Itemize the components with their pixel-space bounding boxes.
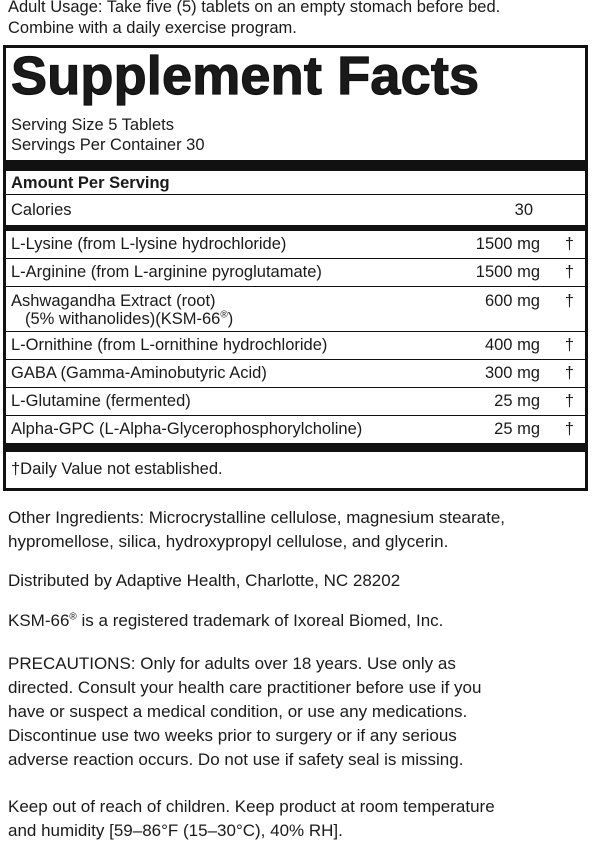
ingredient-row: [11, 332, 580, 359]
amount-per-serving-header: Amount Per Serving: [11, 174, 170, 192]
ingredient-row: [11, 416, 580, 443]
ingredient-name: L-Arginine (from L-arginine pyroglutamate): [11, 263, 322, 281]
precautions-line: adverse reaction occurs. Do not use if safety seal is missing.: [8, 750, 464, 769]
daily-value-mark: †: [564, 364, 574, 382]
calories-value: 30: [514, 201, 533, 219]
trademark-text: is a registered trademark of Ixoreal Biomed, Inc.: [76, 611, 444, 630]
serving-info: [11, 115, 580, 155]
storage-warning: [8, 795, 593, 843]
precautions-line: PRECAUTIONS: Only for adults over 18 years. Use only as: [8, 654, 456, 673]
ingredient-name: Ashwagandha Extract (root): [11, 292, 216, 310]
precautions-line: Discontinue use two weeks prior to surgery or if any serious: [8, 726, 457, 745]
storage-line: and humidity [59–86°F (15–30°C), 40% RH].: [8, 821, 343, 840]
registered-mark: ®: [69, 611, 77, 623]
ingredient-row: [11, 388, 580, 415]
ingredient-row: [11, 259, 580, 286]
ingredient-detail-end: ): [227, 310, 234, 328]
ingredient-row: [11, 231, 580, 258]
precautions-line: have or suspect a medical condition, or use any medications.: [8, 702, 468, 721]
other-ingredients-line: hypromellose, silica, hydroxypropyl cellulose, and glycerin.: [8, 532, 449, 551]
ingredient-name: L-Glutamine (fermented): [11, 392, 191, 410]
trademark-name: KSM-66: [8, 611, 70, 630]
daily-value-footnote: †Daily Value not established.: [11, 460, 223, 478]
usage-line: Combine with a daily exercise program.: [8, 19, 297, 37]
precautions: [8, 652, 593, 772]
daily-value-mark: †: [564, 420, 574, 438]
adult-usage-text: [8, 0, 593, 39]
storage-line: Keep out of reach of children. Keep product at room temperature: [8, 797, 495, 816]
ingredient-amount: 400 mg: [484, 336, 540, 354]
servings-per-container: Servings Per Container 30: [11, 136, 205, 154]
calories-row: [11, 195, 580, 225]
precautions-line: directed. Consult your health care practitioner before use if you: [8, 678, 482, 697]
distributor-text: Distributed by Adaptive Health, Charlotte, NC 28202: [8, 571, 401, 590]
ingredient-detail: [25, 309, 233, 329]
daily-value-mark: †: [564, 292, 574, 310]
trademark-notice: [8, 609, 593, 633]
ingredient-amount: 300 mg: [484, 364, 540, 382]
ingredient-name: L-Ornithine (from L-ornithine hydrochloride): [11, 336, 328, 354]
daily-value-mark: †: [564, 263, 574, 281]
ingredient-amount: 600 mg: [484, 292, 540, 310]
supplement-facts-panel: [3, 45, 588, 491]
panel-title: Supplement Facts: [11, 46, 480, 106]
serving-size: Serving Size 5 Tablets: [11, 116, 174, 134]
ingredient-row: [11, 287, 580, 331]
ingredient-name: GABA (Gamma-Aminobutyric Acid): [11, 364, 267, 382]
registered-mark: ®: [220, 309, 228, 321]
ingredient-amount: 25 mg: [494, 420, 540, 438]
ingredient-row: [11, 360, 580, 387]
ingredient-name: L-Lysine (from L-lysine hydrochloride): [11, 235, 287, 253]
thick-divider: [6, 160, 585, 171]
daily-value-mark: †: [564, 392, 574, 410]
thick-divider: [6, 443, 585, 452]
ingredient-detail-text: (5% withanolides)(KSM-66: [25, 310, 221, 328]
other-ingredients: [8, 506, 593, 554]
other-ingredients-line: Other Ingredients: Microcrystalline cellulose, magnesium stearate,: [8, 508, 505, 527]
ingredient-amount: 25 mg: [494, 392, 540, 410]
usage-line: Adult Usage: Take five (5) tablets on an empty stomach before bed.: [8, 0, 501, 16]
ingredient-name: Alpha-GPC (L-Alpha-Glycerophosphorylcholine): [11, 420, 363, 438]
ingredient-amount: 1500 mg: [475, 235, 540, 253]
ingredient-amount: 1500 mg: [475, 263, 540, 281]
daily-value-mark: †: [564, 235, 574, 253]
calories-label: Calories: [11, 201, 72, 219]
daily-value-mark: †: [564, 336, 574, 354]
